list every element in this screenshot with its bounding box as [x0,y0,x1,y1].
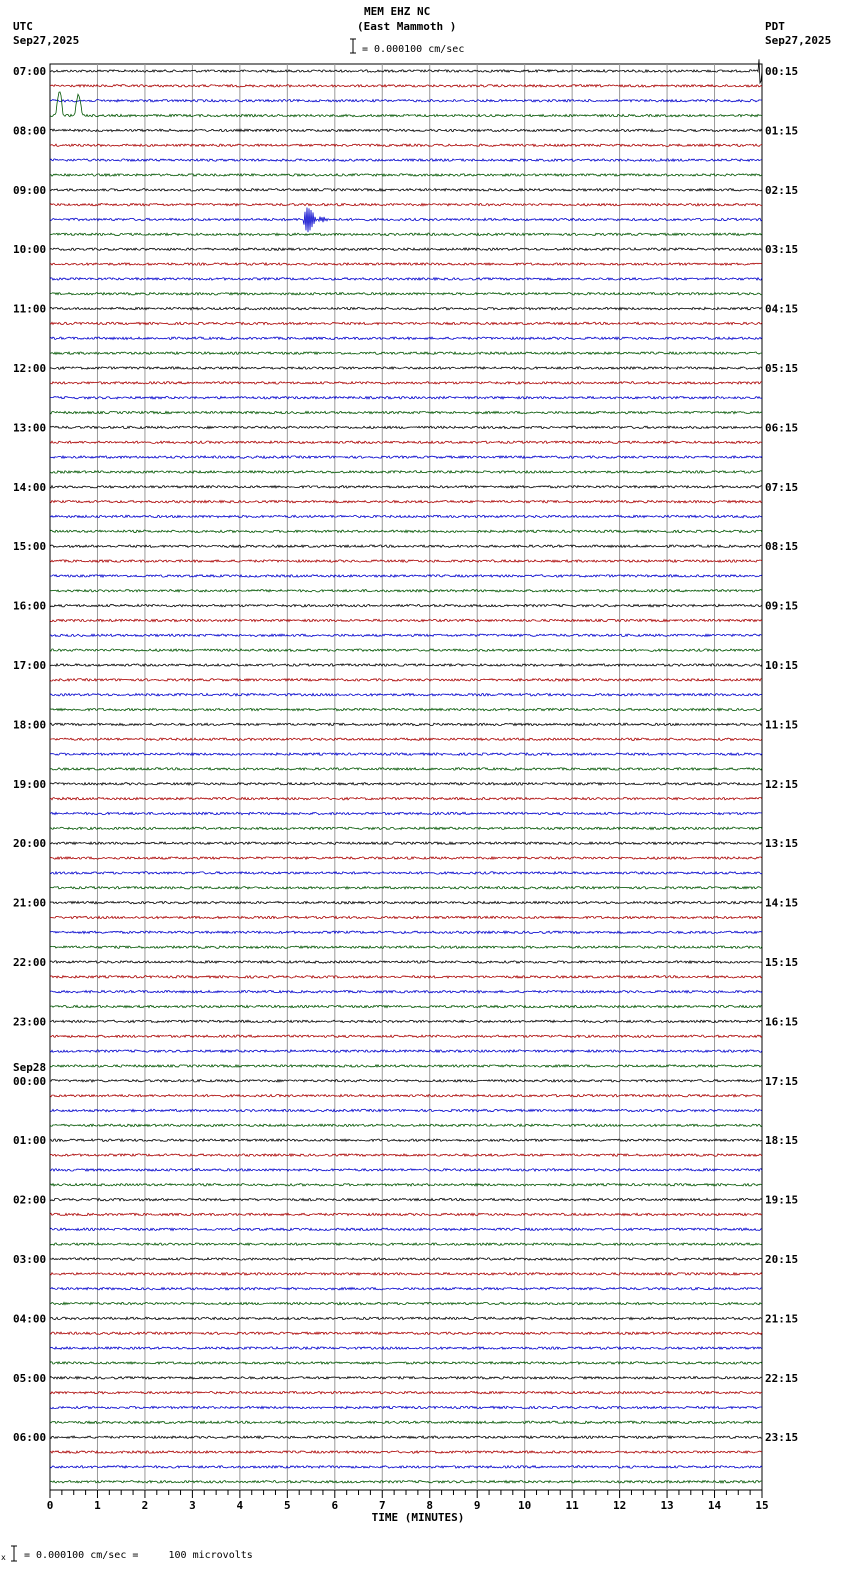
seismic-trace [50,768,762,770]
utc-label: UTC [13,20,33,33]
utc-hour-label: 14:00 [13,480,47,494]
x-tick-label: 0 [46,1499,54,1512]
seismic-trace [50,1273,762,1275]
utc-hour-label: 20:00 [13,837,47,851]
pdt-hour-label: 16:15 [765,1015,799,1029]
pdt-hour-label: 10:15 [765,659,799,672]
utc-hour-label: 17:00 [13,659,47,672]
utc-hour-label: 07:00 [13,65,47,78]
x-tick-label: 14 [707,1499,722,1512]
utc-hour-label: 00:00 [13,1074,47,1088]
seismic-trace [50,1288,762,1290]
seismic-trace [50,857,762,859]
x-tick-label: 13 [660,1499,674,1512]
utc-hour-label: 22:00 [13,956,47,969]
date-change-label: Sep28 [13,1060,47,1074]
seismic-trace [50,991,762,993]
pdt-hour-label: 01:15 [765,124,799,138]
pdt-hour-label: 13:15 [765,837,799,851]
seismic-trace [50,738,762,740]
pdt-hour-label: 05:15 [765,362,799,375]
seismic-trace [50,1050,762,1052]
seismic-trace [50,456,762,458]
utc-hour-label: 12:00 [13,362,47,375]
seismic-trace [50,530,762,532]
plot-frame [50,64,762,1490]
utc-date: Sep27,2025 [13,34,80,47]
pdt-hour-label: 03:15 [765,243,799,257]
x-tick-label: 2 [141,1499,149,1512]
seismic-trace [50,1184,762,1186]
seismic-trace [50,1139,762,1141]
seismic-trace [50,1332,762,1334]
footer-scale-note: = 0.000100 cm/sec = 100 microvolts [24,1550,253,1561]
seismic-trace [50,59,762,83]
x-tick-label: 9 [473,1499,481,1512]
pdt-hour-label: 08:15 [765,540,799,554]
x-tick-label: 10 [518,1499,532,1512]
seismic-trace [50,486,762,488]
utc-hour-label: 13:00 [13,421,47,435]
seismic-trace [50,1362,762,1364]
x-tick-label: 3 [189,1499,196,1512]
pdt-hour-label: 09:15 [765,599,799,613]
seismic-trace [50,783,762,785]
utc-hour-label: 04:00 [13,1312,47,1326]
footer-scale-icon [0,1545,20,1563]
seismic-trace [50,189,762,191]
x-tick-label: 12 [612,1499,627,1512]
seismic-trace [50,604,762,606]
seismic-trace [50,634,762,636]
seismic-trace [50,1258,762,1260]
seismic-trace [50,812,762,814]
seismic-trace [50,233,762,235]
utc-hour-label: 10:00 [13,243,47,257]
x-tick-label: 5 [284,1499,291,1512]
seismic-trace [50,85,762,87]
seismic-trace [50,208,762,233]
seismic-trace [50,441,762,443]
pdt-hour-label: 19:15 [765,1193,799,1207]
seismic-trace [50,1124,762,1126]
seismic-trace [50,560,762,562]
pdt-hour-label: 21:15 [765,1312,799,1326]
pdt-hour-label: 14:15 [765,896,799,910]
utc-hour-label: 03:00 [13,1253,47,1266]
seismic-trace [50,1080,762,1082]
seismic-trace [50,1481,762,1483]
seismic-trace [50,946,762,948]
x-tick-label: 15 [755,1499,769,1512]
seismic-trace [50,204,762,206]
seismic-trace [50,352,762,354]
seismic-trace [50,798,762,800]
seismic-trace [50,144,762,146]
seismic-trace [50,887,762,889]
pdt-hour-label: 00:15 [765,65,799,78]
seismic-trace [50,1451,762,1453]
seismic-trace [50,1065,762,1067]
utc-hour-label: 02:00 [13,1193,47,1207]
seismic-trace [50,872,762,874]
seismic-trace [50,679,762,681]
seismic-trace [50,515,762,517]
x-tick-label: 4 [236,1499,244,1512]
seismic-trace [50,694,762,696]
seismic-trace [50,426,762,428]
seismic-trace [50,827,762,829]
seismic-trace [50,337,762,339]
pdt-hour-label: 06:15 [765,421,799,435]
seismic-trace [50,382,762,384]
utc-hour-label: 15:00 [13,540,47,554]
seismic-trace [50,1095,762,1097]
seismic-trace [50,397,762,399]
scale-label: = 0.000100 cm/sec [362,44,465,55]
seismic-trace [50,411,762,413]
seismic-trace [50,1377,762,1379]
seismic-trace [50,590,762,592]
seismic-trace [50,901,762,903]
seismic-trace [50,367,762,369]
pdt-hour-label: 12:15 [765,777,799,791]
seismic-trace [50,248,762,250]
pdt-hour-label: 04:15 [765,302,799,316]
utc-hour-label: 16:00 [13,599,47,613]
seismic-trace [50,501,762,503]
seismic-trace [50,1421,762,1423]
utc-hour-label: 19:00 [13,777,47,791]
seismic-trace [50,1035,762,1037]
pdt-hour-label: 20:15 [765,1253,799,1266]
seismic-trace [50,1228,762,1230]
seismic-trace [50,1317,762,1319]
seismic-trace [50,1392,762,1394]
seismic-trace [50,1020,762,1022]
seismic-trace [50,961,762,963]
seismic-trace [50,278,762,280]
seismic-trace [50,263,762,265]
utc-hour-label: 18:00 [13,718,47,732]
pdt-hour-label: 17:15 [765,1074,799,1088]
utc-hour-label: 06:00 [13,1431,47,1445]
seismic-trace [50,129,762,131]
seismic-trace [50,1005,762,1007]
station-location: (East Mammoth ) [357,20,457,33]
utc-hour-label: 01:00 [13,1134,47,1148]
seismic-trace [50,1243,762,1245]
seismic-trace [50,649,762,651]
seismic-trace [50,322,762,324]
pdt-hour-label: 11:15 [765,718,799,732]
seismic-trace [50,1347,762,1349]
x-axis-label: TIME (MINUTES) [371,1511,465,1524]
utc-hour-label: 11:00 [13,302,47,316]
seismic-trace [50,471,762,473]
x-tick-label: 1 [94,1499,101,1512]
seismic-trace [50,842,762,844]
seismic-trace [50,753,762,755]
seismic-trace [50,1198,762,1200]
pdt-label: PDT [765,20,785,33]
seismic-trace [50,545,762,547]
seismic-trace [50,619,762,621]
seismic-trace [50,1154,762,1156]
seismic-trace [50,931,762,933]
seismic-trace [50,1302,762,1304]
pdt-date: Sep27,2025 [765,34,832,47]
seismic-trace [50,1109,762,1111]
seismic-trace [50,1406,762,1408]
pdt-hour-label: 23:15 [765,1431,799,1445]
seismic-trace [50,293,762,295]
seismic-trace [50,575,762,577]
pdt-hour-label: 02:15 [765,183,799,197]
seismic-trace [50,664,762,666]
seismic-trace [50,723,762,725]
seismic-trace [50,976,762,978]
seismic-trace [50,916,762,918]
utc-hour-label: 09:00 [13,183,47,197]
seismic-trace [50,708,762,710]
utc-hour-label: 05:00 [13,1371,47,1385]
seismic-trace [50,1213,762,1215]
pdt-hour-label: 15:15 [765,956,799,969]
seismic-trace [50,92,762,117]
pdt-hour-label: 22:15 [765,1371,799,1385]
x-tick-label: 7 [378,1499,386,1512]
seismic-trace [50,174,762,176]
seismic-trace [50,1436,762,1438]
utc-hour-label: 08:00 [13,124,47,138]
svg-text:x: x [1,1553,6,1562]
seismic-trace [50,159,762,161]
x-tick-label: 6 [331,1499,339,1512]
pdt-hour-label: 07:15 [765,480,799,494]
seismic-trace [50,1169,762,1171]
x-tick-label: 11 [565,1499,579,1512]
seismic-trace [50,307,762,309]
seismic-trace [50,100,762,102]
station-title: MEM EHZ NC [364,5,431,18]
pdt-hour-label: 18:15 [765,1134,799,1148]
seismic-trace [50,1466,762,1468]
utc-hour-label: 21:00 [13,896,47,910]
utc-hour-label: 23:00 [13,1015,47,1029]
x-tick-label: 8 [426,1499,434,1512]
